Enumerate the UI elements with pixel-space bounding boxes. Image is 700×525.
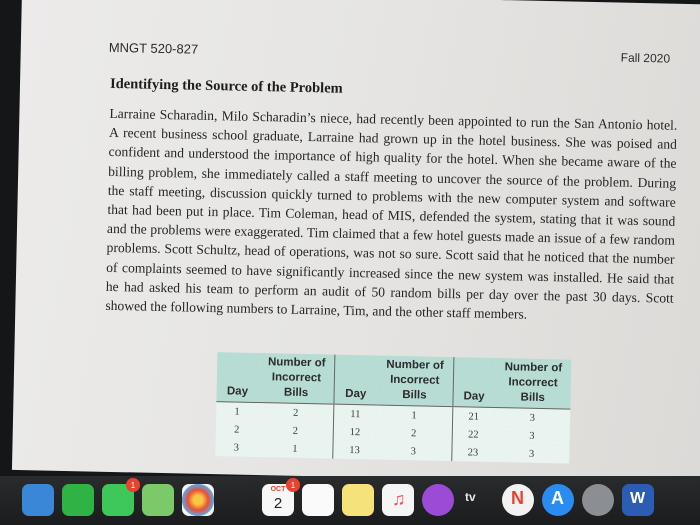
table-cell: 3 <box>375 442 451 462</box>
table-cell: 3 <box>494 444 570 464</box>
maps-icon[interactable] <box>142 484 174 516</box>
table-cell: 2 <box>258 403 334 423</box>
facetime-icon[interactable] <box>62 484 94 516</box>
tv-label: tv <box>465 490 476 504</box>
word-label: W <box>630 490 646 507</box>
dock <box>0 476 700 525</box>
notes-icon[interactable] <box>342 484 374 516</box>
table-cell: 2 <box>376 424 452 444</box>
badge-count: 1 <box>126 478 140 492</box>
table-cell: 21 <box>452 407 495 426</box>
table-cell: 3 <box>494 426 570 446</box>
app-store-glyph-icon: A <box>551 488 564 508</box>
document-screen <box>12 0 700 484</box>
table-cell: 12 <box>333 423 376 442</box>
table-header: Number of Incorrect Bills <box>495 358 572 409</box>
body-paragraph: Larraine Scharadin, Milo Scharadin’s niece, had recently been appointed to run the San Antonio hotel. A recent business school graduate, Larraine had grown up in the hotel business. She was poised and confident and understood the importance of high quality for the hotel. When she became aware of the billing problem, she immediately called a staff meeting to uncover the source of the problem. During the staff meeting, discussion quickly turned to problems with the new computer system and software that had been put in place. Tim Coleman, head of MIS, defended the system, stating that it was sound and the problems were exaggerated. Tim claimed that a few hotel guests made an issue of a few random problems. Scott Schultz, head of operations, was not so sure. Scott said that he noticed that the number of complaints seemed to have significantly increased since the new system was installed. He said that he had asked his team to perform an audit of 50 random bills per day over the past 30 days. Scott showed the following numbers to Larraine, Tim, and the other staff members. <box>105 105 678 322</box>
table-cell: 13 <box>333 441 376 460</box>
table-header: Day <box>334 355 377 405</box>
calendar-icon[interactable] <box>262 480 296 516</box>
table-cell: 3 <box>494 407 570 427</box>
term-label: Fall 2020 <box>620 50 671 66</box>
table-header: Number of Incorrect Bills <box>258 353 335 404</box>
calendar-day: 2 <box>273 495 283 512</box>
news-icon[interactable] <box>502 484 534 516</box>
table-header: Day <box>216 352 259 402</box>
badge-count: 1 <box>286 478 300 492</box>
table-cell: 2 <box>257 421 333 441</box>
app-store-icon[interactable] <box>542 484 574 516</box>
table-cell: 2 <box>216 420 258 439</box>
table-cell: 1 <box>257 439 333 459</box>
word-icon[interactable] <box>622 484 654 516</box>
photos-icon[interactable] <box>182 484 214 516</box>
table-header: Number of Incorrect Bills <box>376 356 453 407</box>
calendar-month: OCT <box>270 486 286 493</box>
finder-icon[interactable] <box>22 484 54 516</box>
messages-icon[interactable] <box>102 480 136 516</box>
table-cell: 1 <box>216 402 258 421</box>
table-header: Day <box>453 357 496 407</box>
podcasts-icon[interactable] <box>422 484 454 516</box>
course-code: MNGT 520-827 <box>108 39 199 57</box>
music-note-icon: ♫ <box>392 489 406 509</box>
reminders-icon[interactable] <box>302 484 334 516</box>
table-cell: 1 <box>376 405 452 425</box>
table-cell: 22 <box>452 425 495 444</box>
system-preferences-icon[interactable] <box>582 484 614 516</box>
music-icon[interactable] <box>382 484 414 516</box>
incorrect-bills-table <box>215 352 571 463</box>
table-cell: 11 <box>334 404 377 423</box>
news-glyph-icon: N <box>511 488 524 508</box>
table-cell: 3 <box>215 438 257 457</box>
table-cell: 23 <box>451 443 494 462</box>
section-title: Identifying the Source of the Problem <box>109 75 343 97</box>
